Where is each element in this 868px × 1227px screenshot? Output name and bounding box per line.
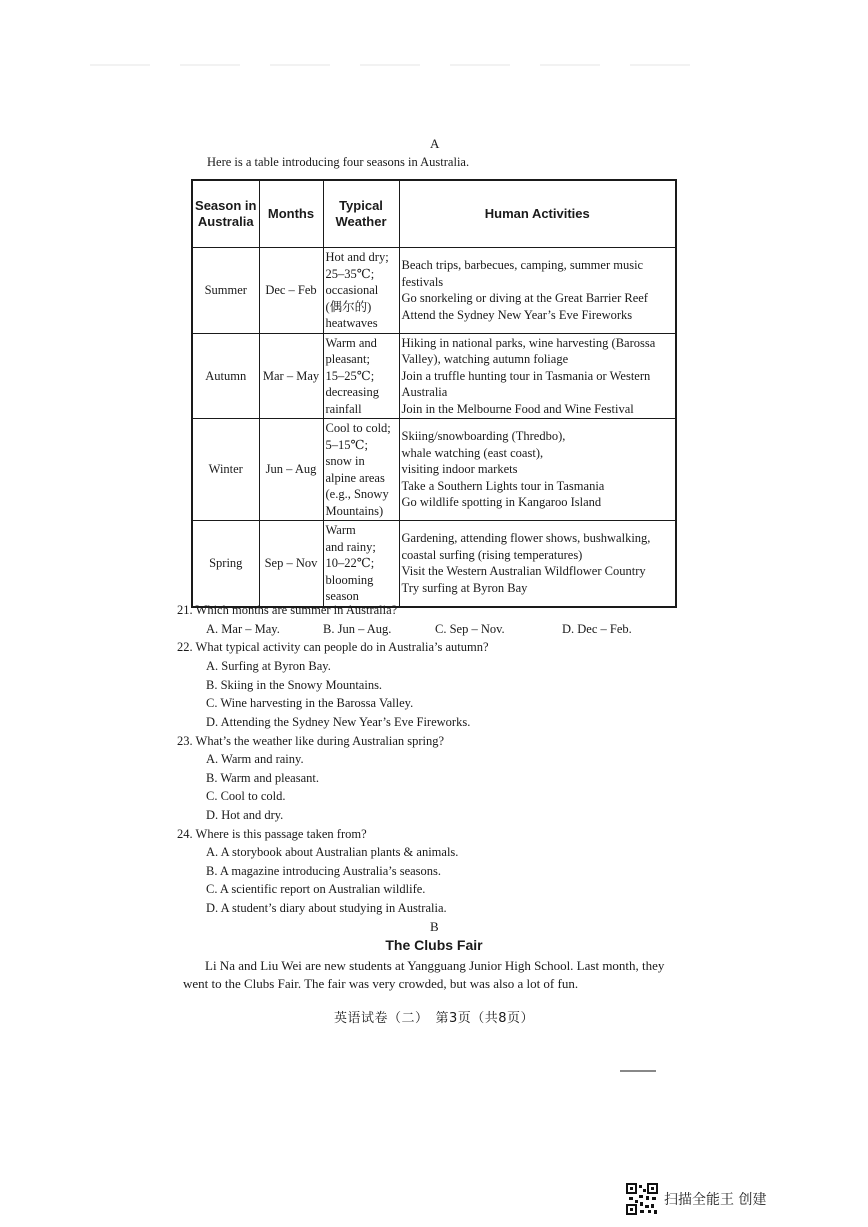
question-option: A. Surfing at Byron Bay. — [206, 659, 331, 673]
question-stem: 24. Where is this passage taken from? — [177, 827, 367, 841]
season-cell: Spring — [192, 521, 259, 607]
header-months: Months — [259, 180, 323, 248]
activities-cell: Hiking in national parks, wine harvesting (Barossa Valley), watching autumn foliage Join a truffle hunting tour in Tasmania or Western Australia Join in the Melbourne Food and Wine Festival — [399, 333, 676, 419]
seasons-table — [191, 179, 677, 608]
question-option: D. A student’s diary about studying in Australia. — [206, 901, 447, 915]
page-footer: 英语试卷（二） 第3页（共8页） — [333, 1011, 535, 1026]
table-row — [192, 419, 676, 521]
question-option: B. A magazine introducing Australia’s seasons. — [206, 864, 442, 878]
section-a-label: A — [430, 136, 440, 151]
table-row — [192, 248, 676, 334]
question-option: C. Sep – Nov. — [435, 622, 505, 636]
header-weather: Typical Weather — [323, 180, 399, 248]
passage-line: Li Na and Liu Wei are new students at Yangguang Junior High School. Last month, they — [205, 958, 665, 973]
months-cell: Mar – May — [259, 333, 323, 419]
question-stem: 21. Which months are summer in Australia? — [177, 603, 398, 617]
months-cell: Jun – Aug — [259, 419, 323, 521]
header-activities: Human Activities — [399, 180, 676, 248]
passage-title: The Clubs Fair — [385, 937, 483, 953]
table-row — [192, 333, 676, 419]
question-option: A. Mar – May. — [206, 622, 280, 636]
weather-cell: Warm and rainy; 10–22℃; blooming season — [323, 521, 399, 607]
scanner-watermark: 扫描全能王 创建 — [664, 1192, 767, 1208]
table-header-row — [192, 180, 676, 248]
months-cell: Dec – Feb — [259, 248, 323, 334]
activities-cell: Gardening, attending flower shows, bushwalking, coastal surfing (rising temperatures) Visit the Western Australian Wildflower Country Try surfing at Byron Bay — [399, 521, 676, 607]
question-option: C. Wine harvesting in the Barossa Valley. — [206, 696, 414, 710]
question-stem: 22. What typical activity can people do in Australia’s autumn? — [177, 640, 489, 654]
table-row — [192, 521, 676, 607]
question-option: A. Warm and rainy. — [206, 752, 304, 766]
months-cell: Sep – Nov — [259, 521, 323, 607]
table-intro: Here is a table introducing four seasons in Australia. — [207, 155, 470, 169]
question-option: B. Skiing in the Snowy Mountains. — [206, 678, 383, 692]
weather-cell: Warm and pleasant; 15–25℃; decreasing rainfall — [323, 333, 399, 419]
activities-cell: Beach trips, barbecues, camping, summer music festivals Go snorkeling or diving at the Great Barrier Reef Attend the Sydney New Year’s Eve Fireworks — [399, 248, 676, 334]
question-option: D. Attending the Sydney New Year’s Eve Fireworks. — [206, 715, 471, 729]
season-cell: Autumn — [192, 333, 259, 419]
question-option: D. Dec – Feb. — [562, 622, 632, 636]
passage-line: went to the Clubs Fair. The fair was very crowded, but was also a lot of fun. — [183, 976, 579, 991]
weather-cell: Cool to cold; 5–15℃; snow in alpine areas (e.g., Snowy Mountains) — [323, 419, 399, 521]
question-option: B. Jun – Aug. — [323, 622, 392, 636]
question-option: C. A scientific report on Australian wildlife. — [206, 882, 426, 896]
season-cell: Winter — [192, 419, 259, 521]
question-option: A. A storybook about Australian plants & animals. — [206, 845, 459, 859]
activities-cell: Skiing/snowboarding (Thredbo), whale watching (east coast), visiting indoor markets Take a Southern Lights tour in Tasmania Go wildlife spotting in Kangaroo Island — [399, 419, 676, 521]
header-season: Season in Australia — [192, 180, 259, 248]
scan-edge-mark — [90, 56, 710, 60]
season-cell: Summer — [192, 248, 259, 334]
question-stem: 23. What’s the weather like during Australian spring? — [177, 734, 445, 748]
question-option: D. Hot and dry. — [206, 808, 284, 822]
question-option: C. Cool to cold. — [206, 789, 286, 803]
section-b-label: B — [430, 919, 439, 934]
weather-cell: Hot and dry; 25–35℃; occasional (偶尔的) heatwaves — [323, 248, 399, 334]
scan-artifact — [620, 1063, 656, 1069]
qr-code-icon — [626, 1183, 658, 1215]
question-option: B. Warm and pleasant. — [206, 771, 319, 785]
